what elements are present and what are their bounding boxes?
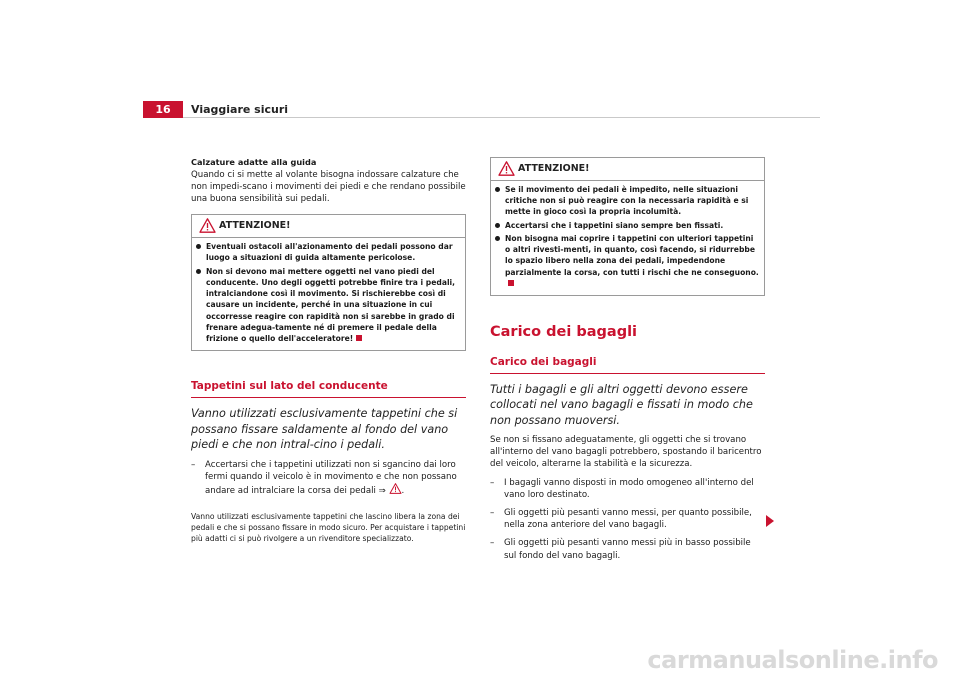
next-page-arrow-icon[interactable]: [766, 515, 774, 527]
chapter-heading-luggage: Carico dei bagagli: [490, 324, 638, 341]
footwear-paragraph: Quando ci si mette al volante bisogna indossare calzature che non impedi-scano i movimenti dei piedi e che rendano possibile una buona sensibilità sui pedali.: [191, 169, 466, 205]
section-title-mats: Tappetini sul lato del conducente: [191, 380, 388, 393]
warning-box-left: [191, 214, 466, 351]
end-square-icon: [508, 280, 514, 286]
subheading-footwear: Calzature adatte alla guida: [191, 157, 317, 167]
section-divider: [490, 373, 765, 374]
warning-triangle-icon: [498, 161, 515, 176]
warning-triangle-icon: [199, 218, 216, 233]
watermark: carmanualsonline.info: [647, 646, 938, 674]
warning-item: Accertarsi che i tappetini siano sempre ben fissati.: [495, 220, 760, 231]
mats-instruction-text: Accertarsi che i tappetini utilizzati non si sgancino dai loro fermi quando il veicolo è in movimento e che non possano andare ad intralciare la corsa dei pedali: [205, 459, 457, 497]
warning-box-right: [490, 157, 765, 296]
reference-arrow: ⇒: [378, 486, 386, 497]
page-number: 16: [143, 101, 183, 118]
luggage-instruction: – Gli oggetti più pesanti vanno messi più in basso possibile sul fondo del vano bagagli.: [490, 537, 765, 561]
left-column: [191, 157, 466, 544]
luggage-paragraph: Se non si fissano adeguatamente, gli oggetti che si trovano all'interno del vano bagagli potrebbero, spostando il baricentro del veicolo, alterarne la stabilità e la sicurezza.: [490, 434, 762, 470]
warning-item: Se il movimento dei pedali è impedito, nelle situazioni critiche non si può reagire con la necessaria rapidità e si mette in gioco così la propria incolumità.: [495, 184, 760, 218]
warning-title: ATTENZIONE!: [219, 220, 291, 232]
mats-lead-text: Vanno utilizzati esclusivamente tappetini che si possano fissare saldamente al fondo del vano piedi e che non intral-cino i pedali.: [191, 407, 458, 452]
warning-header: [491, 158, 764, 181]
warning-item: Eventuali ostacoli all'azionamento dei pedali possono dar luogo a situazioni di guida altamente pericolose.: [196, 241, 461, 263]
warning-body: [192, 238, 465, 350]
luggage-instruction: – I bagagli vanno disposti in modo omogeneo all'interno del vano loro destinato.: [490, 477, 765, 501]
mats-note: Vanno utilizzati esclusivamente tappetini che lascino libera la zona dei pedali e che si possano fissare in modo sicuro. Per acquistare i tappetini più adatti ci si può rivolgere a un rivenditore specializzato.: [191, 512, 466, 544]
right-column: [490, 157, 765, 562]
warning-item-text: Non bisogna mai coprire i tappetini con ulteriori tappetini o altri rivesti-menti, in quanto, così facendo, si ridurrebbe lo spazio libero nella zona dei pedali, impedendone parzialmente la corsa, con tutti i rischi che ne conseguono.: [505, 233, 759, 277]
luggage-instruction: – Gli oggetti più pesanti vanno messi, per quanto possibile, nella zona anteriore del vano bagagli.: [490, 507, 765, 531]
mats-instruction: – Accertarsi che i tappetini utilizzati non si sgancino dai loro fermi quando il veicolo è in movimento e che non possano andare ad intralciare la corsa dei pedali ⇒ .: [191, 459, 466, 498]
section-title-luggage: Carico dei bagagli: [490, 355, 597, 368]
warning-item-text: Non si devono mai mettere oggetti nel vano piedi del conducente. Uno degli oggetti potrebbe finire tra i pedali, intralciandone così il movimento. Si rischierebbe così di causare un incidente, perché in una situazione in cui occorresse reagire con rapidità non si sarebbe in grado di frenare adegua-tamente né di premere il pedale della frizione o quello dell'acceleratore!: [206, 266, 456, 344]
warning-body: [491, 181, 764, 295]
section-divider: [191, 397, 466, 398]
warning-header: [192, 215, 465, 238]
warning-triangle-icon: [389, 483, 402, 494]
chapter-title: Viaggiare sicuri: [191, 103, 289, 116]
luggage-lead-text: Tutti i bagagli e gli altri oggetti devono essere collocati nel vano bagagli e fissati in modo che non possano muoversi.: [490, 382, 753, 427]
warning-item: [495, 233, 760, 289]
warning-title: ATTENZIONE!: [518, 163, 590, 174]
warning-item: [196, 266, 461, 345]
header-divider: [183, 117, 820, 118]
end-square-icon: [356, 335, 362, 341]
